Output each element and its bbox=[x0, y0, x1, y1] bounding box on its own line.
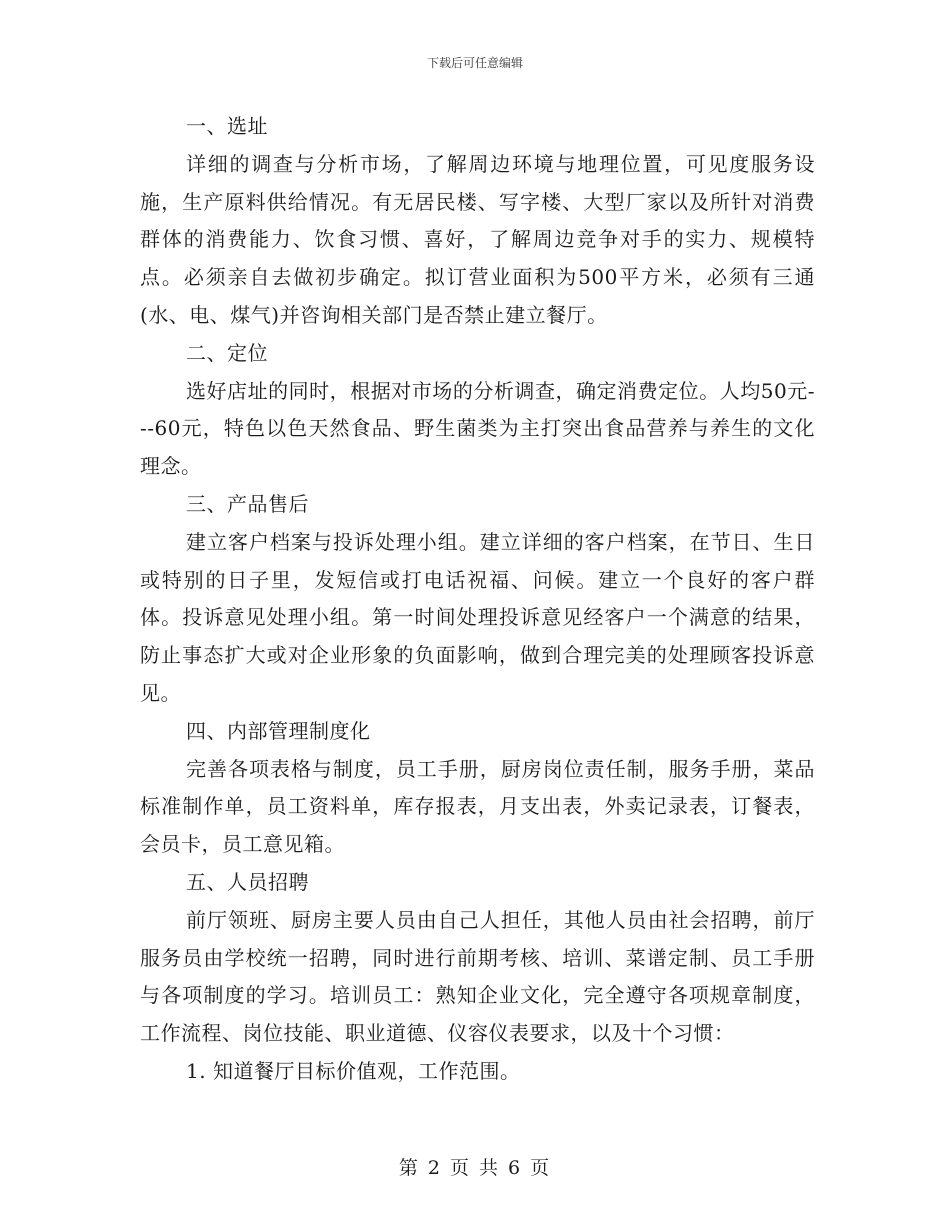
paragraph-after-sales: 建立客户档案与投诉处理小组。建立详细的客户档案，在节日、生日或特别的日子里，发短信或打电话祝福、问候。建立一个良好的客户群体。投诉意见处理小组。第一时间处理投诉意见经客户一个满意的结果，防止事态扩大或对企业形象的负面影响，做到合理完美的处理顾客投诉意见。 bbox=[140, 529, 815, 705]
document-body bbox=[140, 108, 815, 1091]
section-heading-recruitment: 五、人员招聘 bbox=[186, 869, 309, 894]
paragraph-site-selection: 详细的调查与分析市场，了解周边环境与地理位置，可见度服务设施，生产原料供给情况。有无居民楼、写字楼、大型厂家以及所针对消费群体的消费能力、饮食习惯、喜好，了解周边竞争对手的实力、规模特点。必须亲自去做初步确定。拟订营业面积为500平方米，必须有三通(水、电、煤气)并咨询相关部门是否禁止建立餐厅。 bbox=[140, 151, 815, 327]
section-heading-site-selection: 一、选址 bbox=[186, 114, 268, 138]
paragraph-internal-management: 完善各项表格与制度，员工手册，厨房岗位责任制，服务手册，菜品标准制作单，员工资料单，库存报表，月支出表，外卖记录表，订餐表，会员卡，员工意见箱。 bbox=[140, 756, 815, 857]
section-heading-after-sales: 三、产品售后 bbox=[186, 491, 309, 516]
paragraph-positioning: 选好店址的同时，根据对市场的分析调查，确定消费定位。人均50元---60元，特色以色天然食品、野生菌类为主打突出食品营养与养生的文化理念。 bbox=[140, 378, 815, 479]
page-header-note: 下载后可任意编辑 bbox=[426, 56, 523, 70]
section-heading-internal-management: 四、内部管理制度化 bbox=[186, 718, 371, 743]
page-number-footer: 第 2 页 共 6 页 bbox=[398, 1157, 552, 1179]
paragraph-recruitment: 前厅领班、厨房主要人员由自己人担任，其他人员由社会招聘，前厅服务员由学校统一招聘，同时进行前期考核、培训、菜谱定制、员工手册与各项制度的学习。培训员工：熟知企业文化，完全遵守各项规章制度，工作流程、岗位技能、职业道德、仪容仪表要求，以及十个习惯： bbox=[140, 907, 815, 1046]
list-item: 1. 知道餐厅目标价值观，工作范围。 bbox=[186, 1058, 521, 1083]
section-heading-positioning: 二、定位 bbox=[186, 340, 268, 365]
